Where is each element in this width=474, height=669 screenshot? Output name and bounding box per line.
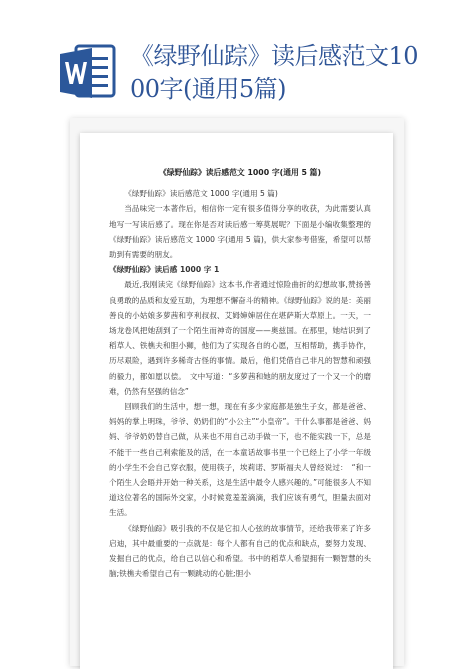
doc-paragraph: 回顾我们的生活中，想一想，现在有多少家庭都是独生子女，都是爸爸、妈妈的掌上明珠，爷爷、奶奶们的“小公主”“小皇帝”。干什么事都是爸爸、妈妈、爷爷奶奶替自己做，从来也不用自己动手做一下，也不能实践一下，总是不能干一些自己利索能及的活，在一本童话故事书里一个已经上了小学一年级的小学生不会自己穿衣服，使用筷子，埃莉诺、罗斯福夫人曾经说过： “和一个陌生人会晤并开始一种关系，这是生活中最令人感兴趣的。”可能很多人不知道这位著名的国际外交家，小时候竟羞羞滴滴，我们应该有勇气，胆量去面对生活。: [109, 402, 371, 518]
document-body: [109, 165, 371, 581]
document-page-preview: [80, 133, 393, 669]
doc-paragraph: 最近,我刚读完《绿野仙踪》这本书,作者通过惊险曲折的幻想故事,赞扬善良勇敢的品质和友爱互助，为理想不懈奋斗的精神。《绿野仙踪》说的是：美丽善良的小姑娘多萝茜和亨利叔叔、艾姆婶婶居住在堪萨斯大草原上。一天，一场龙卷风把她刮到了一个陌生而神奇的国度——奥兹国。在那里，她结识到了稻草人、铁樵夫和胆小狮，他们为了实现各自的心愿，互相帮助，携手协作，历尽艰险，遇到许多稀奇古怪的事情。最后，他们凭借自己非凡的智慧和顽强的毅力，都如愿以偿。 文中写道：“多萝茜和她的朋友度过了一个又一个的磨难，仍然有坚强的信念”: [109, 280, 371, 396]
title-line-2: 00字(通用5篇): [130, 75, 287, 103]
doc-intro-paragraph: 当品味完一本著作后，相信你一定有很多值得分享的收获，为此需要认真地写一写读后感了。现在你是否对读后感一筹莫展呢？下面是小编收集整理的《绿野仙踪》读后感范文 1000 字(通用 5 篇)，供大家参考借鉴，希望可以帮助到有需要的朋友。: [109, 204, 371, 260]
doc-subtitle: 《绿野仙踪》读后感范文 1000 字(通用 5 篇): [124, 189, 278, 199]
section-heading-1: 《绿野仙踪》读后感 1000 字 1: [109, 265, 220, 275]
document-title: [130, 40, 460, 106]
doc-paragraph: 《绿野仙踪》吸引我的不仅是它扣人心弦的故事情节，还给我带来了许多启迪，其中最重要的一点就是：每个人都有自己的优点和缺点，要努力发现、发掘自己的优点，给自己以信心和希望。书中的稻草人希望拥有一颗智慧的头脑;铁樵夫希望自己有一颗跳动的心脏;胆小: [109, 523, 371, 579]
title-line-1: 《绿野仙踪》读后感范文10: [130, 42, 419, 70]
document-heading: 《绿野仙踪》读后感范文 1000 字(通用 5 篇): [158, 168, 322, 177]
word-document-icon: [58, 42, 118, 102]
document-header: [0, 0, 474, 110]
